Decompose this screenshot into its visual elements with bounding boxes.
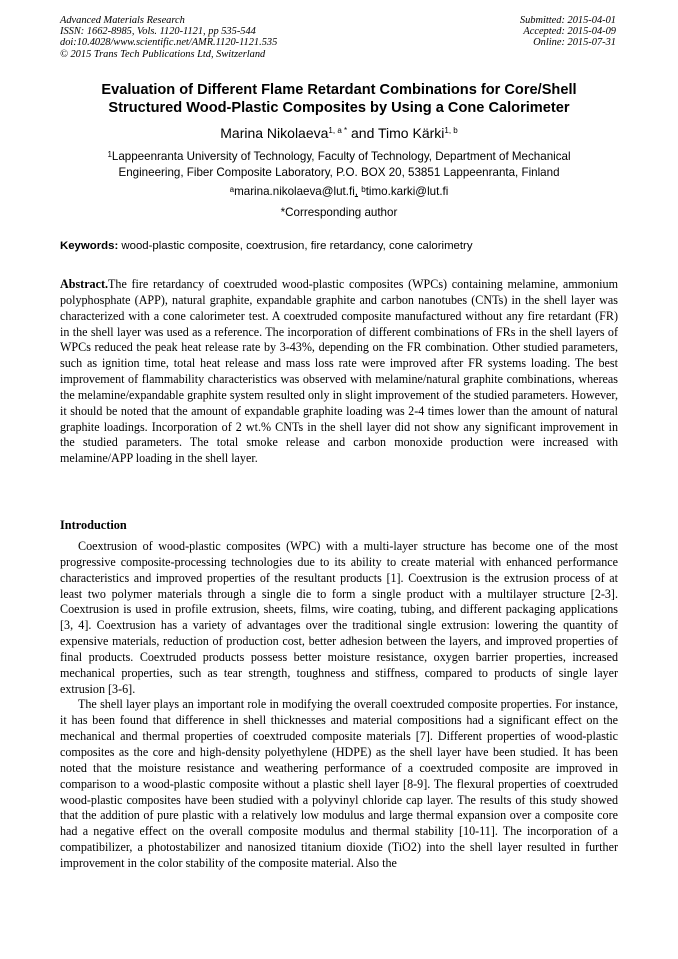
- author-2: Timo Kärki: [378, 125, 445, 141]
- journal-header-left: [60, 15, 277, 60]
- affiliation: [66, 149, 612, 181]
- journal-issn: ISSN: 1662-8985, Vols. 1120-1121, pp 535-544: [60, 26, 256, 38]
- email-b-mark: b: [361, 185, 366, 194]
- affiliation-mark: 1: [107, 150, 112, 159]
- author-conjunction: and: [347, 125, 378, 141]
- journal-name: Advanced Materials Research: [60, 15, 185, 26]
- keywords-text: wood-plastic composite, coextrusion, fire retardancy, cone calorimetry: [118, 240, 473, 252]
- journal-doi: doi:10.4028/www.scientific.net/AMR.1120-1121.535: [60, 37, 278, 49]
- introduction-paragraph-1: Coextrusion of wood-plastic composites (WPC) with a multi-layer structure has become one of the most progressive composite-processing technologies due to its ability to create material with enhanced performance characteristics and improved properties of the resultant products [1]. Coextrusion is the extrusion process of at least two polymer materials through a single die to form a single product with a multilayer structure [2-3]. Coextrusion is used in profile extrusion, sheets, films, wire coating, tubing, and different packaging applications [3, 4]. Coextrusion has a variety of advantages over the traditional single extrusion: lowering the quantity of expensive materials, reduction of production cost, better adhesion between the layers, and improved properties of final products. Coextruded products possess better moisture resistance, oxygen barrier properties, increased mechanical properties, such as tear strength, toughness and stiffness, compared to products of single layer extrusion [3-6].: [60, 539, 618, 696]
- title-line-1: Evaluation of Different Flame Retardant Combinations for Core/Shell: [101, 82, 577, 98]
- keywords: [60, 238, 618, 254]
- email-a-link[interactable]: marina.nikolaeva@lut.fi: [234, 185, 355, 198]
- online-date: Online: 2015-07-31: [533, 37, 616, 49]
- abstract-label: Abstract.: [60, 277, 109, 291]
- journal-header-right: [520, 15, 616, 49]
- author-2-affiliation-mark: 1, b: [444, 126, 458, 135]
- accepted-date: Accepted: 2015-04-09: [523, 26, 616, 38]
- affiliation-line-2: Engineering, Fiber Composite Laboratory, P.O. BOX 20, 53851 Lappeenranta, Finland: [118, 166, 560, 179]
- keywords-label: Keywords:: [60, 240, 119, 252]
- author-1-affiliation-mark: 1, a *: [328, 126, 348, 135]
- introduction-body: [60, 539, 618, 872]
- title-line-2: Structured Wood-Plastic Composites by Using a Cone Calorimeter: [108, 100, 570, 116]
- submitted-date: Submitted: 2015-04-01: [519, 15, 616, 26]
- introduction-heading: Introduction: [60, 518, 127, 532]
- email-b-link[interactable]: timo.karki@lut.fi: [365, 185, 449, 198]
- journal-copyright: © 2015 Trans Tech Publications Ltd, Switzerland: [60, 48, 266, 60]
- paper-title: [66, 81, 612, 117]
- abstract: [60, 277, 618, 467]
- author-1: Marina Nikolaeva: [220, 125, 329, 141]
- email-a-mark: a: [229, 185, 235, 194]
- corresponding-author-note: *Corresponding author: [280, 206, 398, 219]
- affiliation-line-1: [66, 149, 612, 165]
- email-separator: ,: [354, 185, 359, 198]
- author-list: [66, 124, 612, 142]
- introduction-paragraph-2: The shell layer plays an important role in modifying the overall coextruded composite properties. For instance, it has been found that difference in shell thicknesses and material compositions had a significant effect on the mechanical and thermal properties of coextruded composite materials [7]. Different properties of wood-plastic composites as the core and high-density polyethylene (HDPE) as the shell layer have been studied. It has been noted that the moisture resistance and weathering performance of a coextruded composite are improved in comparison to a wood-plastic composite without a plastic shell layer [8-9]. The flexural properties of coextruded wood-plastic composites have been studied with a polyvinyl chloride cap layer. The results of this study showed that the addition of pure plastic with a relatively low modulus and large thermal expansion over a composite core had a negative effect on the overall composite modulus and thermal stability [10-11]. The incorporation of a compatibilizer, a photostabilizer and nanosized titanium dioxide (TiO2) into the shell layer resulted in further improvement in the color stability of the composite material. Also the: [60, 697, 618, 870]
- abstract-text: The fire retardancy of coextruded wood-plastic composites (WPCs) containing melamine, ammonium polyphosphate (APP), natural graphite, expandable graphite and carbon nanotubes (CNTs) in the shell layer was characterized with a cone calorimeter test. A coextruded composite manufactured without any fire retardant (FR) in the shell layer was used as a reference. The incorporation of different combinations of FRs in the shell layers of WPCs reduced the peak heat release rate by 3-43%, depending on the FR combination. Other studied parameters, such as ignition time, total heat release and mass loss rate were improved after FR systems loading. The best improvement of flammability characteristics was observed with melamine/natural graphite combinations, whereas the melamine/expandable graphite system resulted only in slight improvement of the studied parameters. However, it should be noted that the amount of expandable graphite loading was 2-4 times lower than the amount of natural graphite loadings. Incorporation of 2 wt.% CNTs in the shell layer did not show any significant improvement in the studied parameters. The total smoke release and carbon monoxide production were increased with melamine/APP loading in the shell layer.: [60, 277, 618, 466]
- author-emails: [66, 184, 612, 200]
- affiliation-text-1: Lappeenranta University of Technology, Faculty of Technology, Department of Mechanical: [111, 150, 571, 163]
